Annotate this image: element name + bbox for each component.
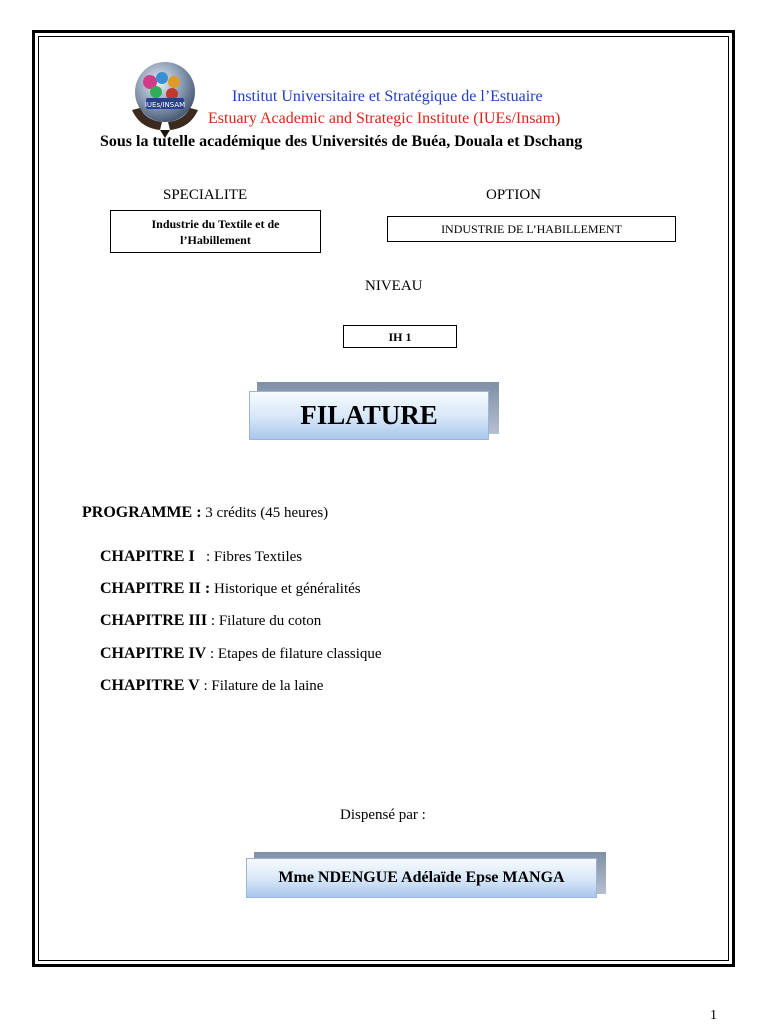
dispense-label: Dispensé par : <box>340 807 426 823</box>
programme-label: PROGRAMME : <box>82 504 202 521</box>
institute-name-en: Estuary Academic and Strategic Institute (IUEs/Insam) <box>208 110 561 127</box>
chapter-title: Historique et généralités <box>213 581 361 597</box>
institute-name-fr: Institut Universitaire et Stratégique de l’Estuaire <box>232 88 543 105</box>
option-value: INDUSTRIE DE L’HABILLEMENT <box>441 222 622 236</box>
chapter-title: Etapes de filature classique <box>217 646 382 662</box>
chapter-item <box>100 645 382 663</box>
programme-value: 3 crédits (45 heures) <box>201 505 329 521</box>
chapter-label: CHAPITRE II : <box>100 580 211 597</box>
author-box <box>246 858 597 898</box>
niveau-label: NIVEAU <box>365 278 423 294</box>
author-name: Mme NDENGUE Adélaïde Epse MANGA <box>278 869 565 886</box>
chapter-title: Fibres Textiles <box>213 549 303 565</box>
page-number: 1 <box>710 1008 717 1023</box>
chapter-separator: : <box>199 678 212 694</box>
niveau-box <box>343 325 457 348</box>
specialite-value: Industrie du Textile et de l’Habillement <box>151 216 280 247</box>
chapter-label: CHAPITRE I <box>100 548 195 565</box>
chapter-item <box>100 580 361 598</box>
niveau-value: IH 1 <box>388 329 412 344</box>
chapter-title: Filature de la laine <box>211 678 324 694</box>
chapter-separator: : <box>206 646 218 662</box>
specialite-box <box>110 210 321 253</box>
programme-line <box>82 504 328 522</box>
chapter-separator: : <box>207 613 219 629</box>
svg-text:IUEs/INSAM: IUEs/INSAM <box>144 101 186 109</box>
option-label: OPTION <box>486 187 541 203</box>
chapter-separator: : <box>194 549 214 565</box>
option-box <box>387 216 676 242</box>
course-title-box <box>249 391 489 440</box>
chapter-label: CHAPITRE V <box>100 677 200 694</box>
chapter-item <box>100 612 321 630</box>
chapter-item <box>100 548 302 566</box>
course-title: FILATURE <box>300 400 438 430</box>
chapter-label: CHAPITRE III <box>100 612 208 629</box>
specialite-label: SPECIALITE <box>163 187 248 203</box>
chapter-label: CHAPITRE IV <box>100 645 207 662</box>
academic-tutelage: Sous la tutelle académique des Universités de Buéa, Douala et Dschang <box>100 133 583 150</box>
chapter-item <box>100 677 323 695</box>
chapter-title: Filature du coton <box>218 613 322 629</box>
institute-logo <box>126 58 204 138</box>
